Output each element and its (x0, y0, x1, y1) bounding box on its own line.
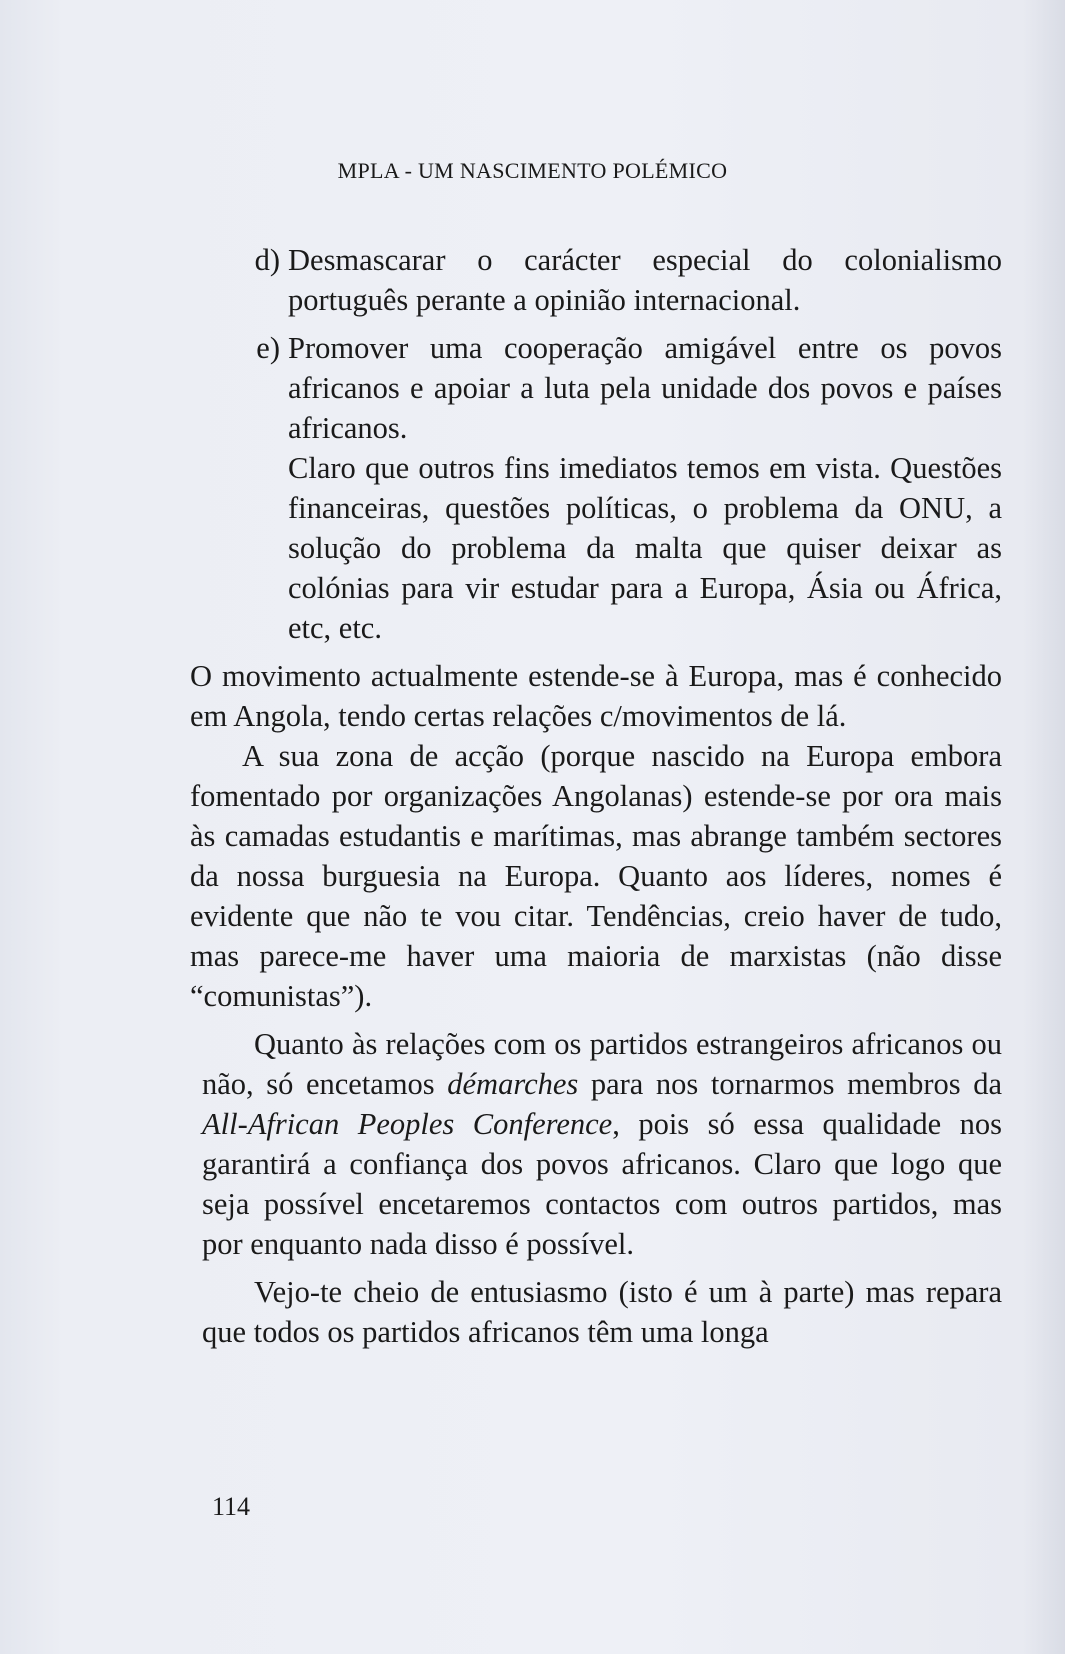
paragraph-zona: A sua zona de acção (porque nascido na Europa embora fomentado por organizações Angolanas) estende-se por ora mais às camadas estudantis e marítimas, mas abrange também sectores da nossa burguesia na Europa. Quanto aos líderes, nomes é evidente que não te vou citar. Tendências, creio haver de tudo, mas parece-me haver uma maioria de marxistas (não disse “comunistas”). (190, 739, 1002, 1013)
body-text (190, 240, 1003, 1352)
list-item (202, 240, 1002, 320)
list-item-label: d) (254, 243, 280, 277)
list-item (202, 328, 1002, 448)
list-item-text: Promover uma cooperação amigável entre os povos africanos e apoiar a luta pela unidade dos povos e países africanos. (288, 331, 1002, 445)
italic-term: démarches (447, 1067, 579, 1101)
list-item-label: e) (256, 331, 280, 365)
page-number: 114 (212, 1492, 251, 1521)
paragraph-relacoes: Quanto às relações com os partidos estrangeiros africanos ou não, só encetamos démarches para nos tornarmos membros da All-African Peoples Conference, pois só essa qualidade nos garantirá a confiança dos povos africanos. Claro que logo que seja possível encetaremos contactos com outros partidos, mas por enquanto nada disso é possível. (202, 1027, 1003, 1261)
paragraph-movimento: O movimento actualmente estende-se à Europa, mas é conhecido em Angola, tendo certas relações c/movimentos de lá. (190, 659, 1002, 733)
running-header: MPLA - UM NASCIMENTO POLÉMICO (337, 158, 728, 183)
paragraph-entusiasmo: Vejo-te cheio de entusiasmo (isto é um à parte) mas repara que todos os partidos africanos têm uma longa (202, 1275, 1002, 1349)
paragraph-claro: Claro que outros fins imediatos temos em vista. Questões financeiras, questões políticas, o problema da ONU, a solução do problema da malta que quiser deixar as colónias para vir estudar para a Europa, Ásia ou África, etc, etc. (288, 451, 1002, 645)
list-item-text: Desmascarar o carácter especial do colonialismo português perante a opinião internacional. (288, 243, 1002, 317)
italic-conference: All-African Peoples Conference (202, 1107, 613, 1141)
